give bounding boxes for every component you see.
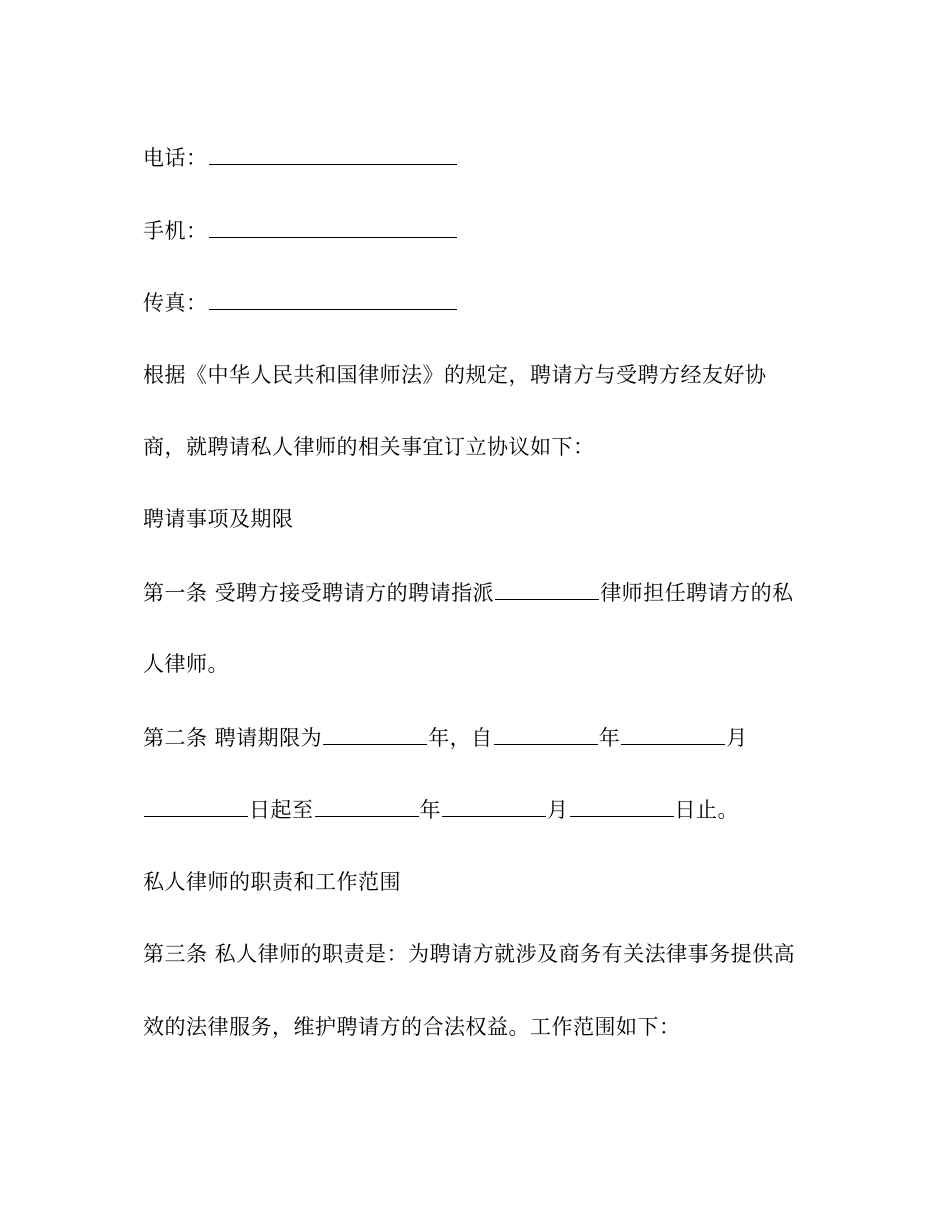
fax-blank <box>209 289 457 310</box>
article-3-line-2: 效的法律服务，维护聘请方的合法权益。工作范围如下： <box>143 1015 681 1039</box>
article-2-text-g: 月 <box>547 798 569 822</box>
intro-line-2: 商，就聘请私人律师的相关事宜订立协议如下： <box>143 435 595 459</box>
article-2-text-f: 年 <box>419 798 441 822</box>
term-years-blank <box>323 724 427 745</box>
start-day-blank <box>144 796 248 817</box>
article-3-line-1: 第三条 私人律师的职责是：为聘请方就涉及商务有关法律事务提供高 <box>143 942 796 966</box>
lawyer-name-blank <box>495 579 599 600</box>
phone-blank <box>209 144 457 165</box>
article-1-text-a: 第一条 受聘方接受聘请方的聘请指派 <box>143 581 495 605</box>
article-1-line-2: 人律师。 <box>143 652 229 676</box>
fax-line <box>143 289 458 316</box>
end-month-blank <box>442 796 546 817</box>
article-2-text-h: 日止。 <box>674 798 739 822</box>
article-1-line-1 <box>143 579 794 606</box>
phone-label: 电话： <box>143 146 208 170</box>
article-2-text-c: 年 <box>598 726 621 750</box>
article-2-text-e: 日起至 <box>249 798 314 822</box>
section-heading-duties: 私人律师的职责和工作范围 <box>143 870 401 894</box>
article-2-text-a: 第二条 聘请期限为 <box>143 726 323 750</box>
end-day-blank <box>570 796 674 817</box>
mobile-line <box>143 217 458 244</box>
fax-label: 传真： <box>143 291 208 315</box>
phone-line <box>143 144 458 171</box>
mobile-blank <box>209 217 457 238</box>
article-2-line-2 <box>143 796 739 823</box>
article-1-text-b: 律师担任聘请方的私 <box>600 581 794 605</box>
article-2-text-d: 月 <box>726 726 748 750</box>
article-2-text-b: 年，自 <box>428 726 493 750</box>
start-month-blank <box>621 724 725 745</box>
section-heading-engagement: 聘请事项及期限 <box>143 507 294 531</box>
article-2-line-1 <box>143 724 748 751</box>
intro-line-1: 根据《中华人民共和国律师法》的规定，聘请方与受聘方经友好协 <box>143 363 767 387</box>
start-year-blank <box>494 724 598 745</box>
end-year-blank <box>315 796 419 817</box>
mobile-label: 手机： <box>143 219 208 243</box>
